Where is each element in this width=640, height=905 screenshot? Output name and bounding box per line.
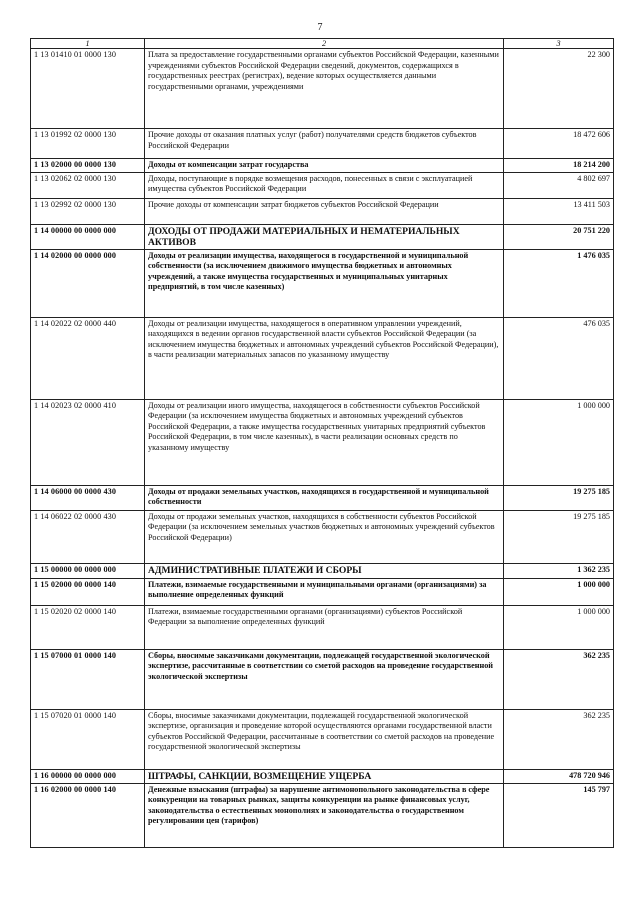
amount: 1 362 235 [504,563,614,578]
budget-code: 1 15 00000 00 0000 000 [31,563,145,578]
table-row [31,159,614,173]
budget-code: 1 15 07020 01 0000 140 [31,709,145,769]
table-row [31,399,614,485]
amount: 1 000 000 [504,578,614,605]
table-header [31,39,614,49]
revenue-name: Сборы, вносимые заказчиками документации, подлежащей государственной экологической экспертизе, рассчитанные в соответствии со сметой расходов на проведение государственной экологической экспертизы [145,649,504,709]
budget-code: 1 13 02992 02 0000 130 [31,198,145,224]
revenue-name: Доходы от реализации иного имущества, находящегося в собственности субъектов Российской Федерации (за исключением имущества бюджетных и автономных учреждений субъектов Российской Федерации, а также имущества государственных унитарных предприятий субъектов Российской Федерации, в том числе казенных), в части реализации основных средств по указанному имуществу [145,399,504,485]
revenue-name: Доходы от продажи земельных участков, находящихся в государственной и муниципальной собственности [145,485,504,510]
amount: 19 275 185 [504,510,614,563]
table-row [31,317,614,399]
table-row [31,709,614,769]
revenue-name: Доходы от продажи земельных участков, находящихся в собственности субъектов Российской Федерации (за исключением земельных участков бюджетных и автономных учреждений субъектов Российской Федерации) [145,510,504,563]
header-col-2: 2 [145,39,504,49]
amount: 362 235 [504,709,614,769]
amount: 19 275 185 [504,485,614,510]
amount: 145 797 [504,783,614,847]
amount: 362 235 [504,649,614,709]
table-row [31,783,614,847]
amount: 478 720 946 [504,769,614,783]
budget-code: 1 16 02000 00 0000 140 [31,783,145,847]
revenue-name: АДМИНИСТРАТИВНЫЕ ПЛАТЕЖИ И СБОРЫ [145,563,504,578]
budget-code: 1 13 02000 00 0000 130 [31,159,145,173]
table-row [31,249,614,317]
header-col-1: 1 [31,39,145,49]
amount: 1 476 035 [504,249,614,317]
amount: 20 751 220 [504,224,614,249]
revenue-name: Сборы, вносимые заказчиками документации, подлежащей государственной экологической экспертизе, организация и проведение которой осуществляются органами государственной власти субъектов Российской Федерации, рассчитанные в соответствии со сметой расходов на проведение государственной экологической экспертизы [145,709,504,769]
budget-code: 1 14 00000 00 0000 000 [31,224,145,249]
budget-code: 1 13 01992 02 0000 130 [31,129,145,159]
table-row [31,129,614,159]
budget-code: 1 16 00000 00 0000 000 [31,769,145,783]
amount: 4 802 697 [504,172,614,198]
table-row [31,198,614,224]
budget-code: 1 14 02000 00 0000 000 [31,249,145,317]
revenue-name: Доходы от реализации имущества, находящегося в оперативном управлении учреждений, находящихся в ведении органов государственной власти субъектов Российской Федерации (за исключением имущества бюджетных и автономных учреждений субъектов Российской Федерации), в части реализации материальных запасов по указанному имуществу [145,317,504,399]
table-row [31,563,614,578]
revenue-name: Прочие доходы от оказания платных услуг (работ) получателями средств бюджетов субъектов Российской Федерации [145,129,504,159]
table-row [31,605,614,649]
revenue-name: Денежные взыскания (штрафы) за нарушение антимонопольного законодательства в сфере конкуренции на товарных рынках, защиты конкуренции на рынке финансовых услуг, законодательства о естественных монополиях и законодательства о государственном регулировании цен (тарифов) [145,783,504,847]
revenue-name: Доходы от компенсации затрат государства [145,159,504,173]
budget-code: 1 14 02022 02 0000 440 [31,317,145,399]
amount: 1 000 000 [504,399,614,485]
table-row [31,172,614,198]
budget-code: 1 15 02000 00 0000 140 [31,578,145,605]
revenue-name: Прочие доходы от компенсации затрат бюджетов субъектов Российской Федерации [145,198,504,224]
budget-code: 1 13 02062 02 0000 130 [31,172,145,198]
table-body [31,49,614,848]
table-row [31,224,614,249]
table-row [31,769,614,783]
revenue-name: ШТРАФЫ, САНКЦИИ, ВОЗМЕЩЕНИЕ УЩЕРБА [145,769,504,783]
amount: 476 035 [504,317,614,399]
revenue-table [30,38,614,848]
budget-code: 1 15 07000 01 0000 140 [31,649,145,709]
revenue-name: ДОХОДЫ ОТ ПРОДАЖИ МАТЕРИАЛЬНЫХ И НЕМАТЕРИАЛЬНЫХ АКТИВОВ [145,224,504,249]
budget-code: 1 14 06000 00 0000 430 [31,485,145,510]
budget-code: 1 14 06022 02 0000 430 [31,510,145,563]
table-row [31,649,614,709]
page-number: 7 [317,22,323,33]
amount: 22 300 [504,49,614,129]
revenue-name: Платежи, взимаемые государственными органами (организациями) субъектов Российской Федерации за выполнение определенных функций [145,605,504,649]
amount: 1 000 000 [504,605,614,649]
revenue-name: Доходы, поступающие в порядке возмещения расходов, понесенных в связи с эксплуатацией имущества субъектов Российской Федерации [145,172,504,198]
revenue-name: Доходы от реализации имущества, находящегося в государственной и муниципальной собственности (за исключением движимого имущества бюджетных и автономных учреждений, а также имущества государственных и муниципальных унитарных предприятий, в том числе казенных) [145,249,504,317]
table-row [31,49,614,129]
header-col-3: 3 [504,39,614,49]
amount: 13 411 503 [504,198,614,224]
table-row [31,485,614,510]
table-row [31,578,614,605]
budget-code: 1 13 01410 01 0000 130 [31,49,145,129]
amount: 18 472 606 [504,129,614,159]
budget-code: 1 14 02023 02 0000 410 [31,399,145,485]
budget-code: 1 15 02020 02 0000 140 [31,605,145,649]
revenue-name: Плата за предоставление государственными органами субъектов Российской Федерации, казенными учреждениями субъектов Российской Федерации сведений, документов, содержащихся в государственных реестрах (регистрах), ведение которых осуществляется данными государственными органами, учреждениями [145,49,504,129]
amount: 18 214 200 [504,159,614,173]
revenue-name: Платежи, взимаемые государственными и муниципальными органами (организациями) за выполнение определенных функций [145,578,504,605]
table-row [31,510,614,563]
